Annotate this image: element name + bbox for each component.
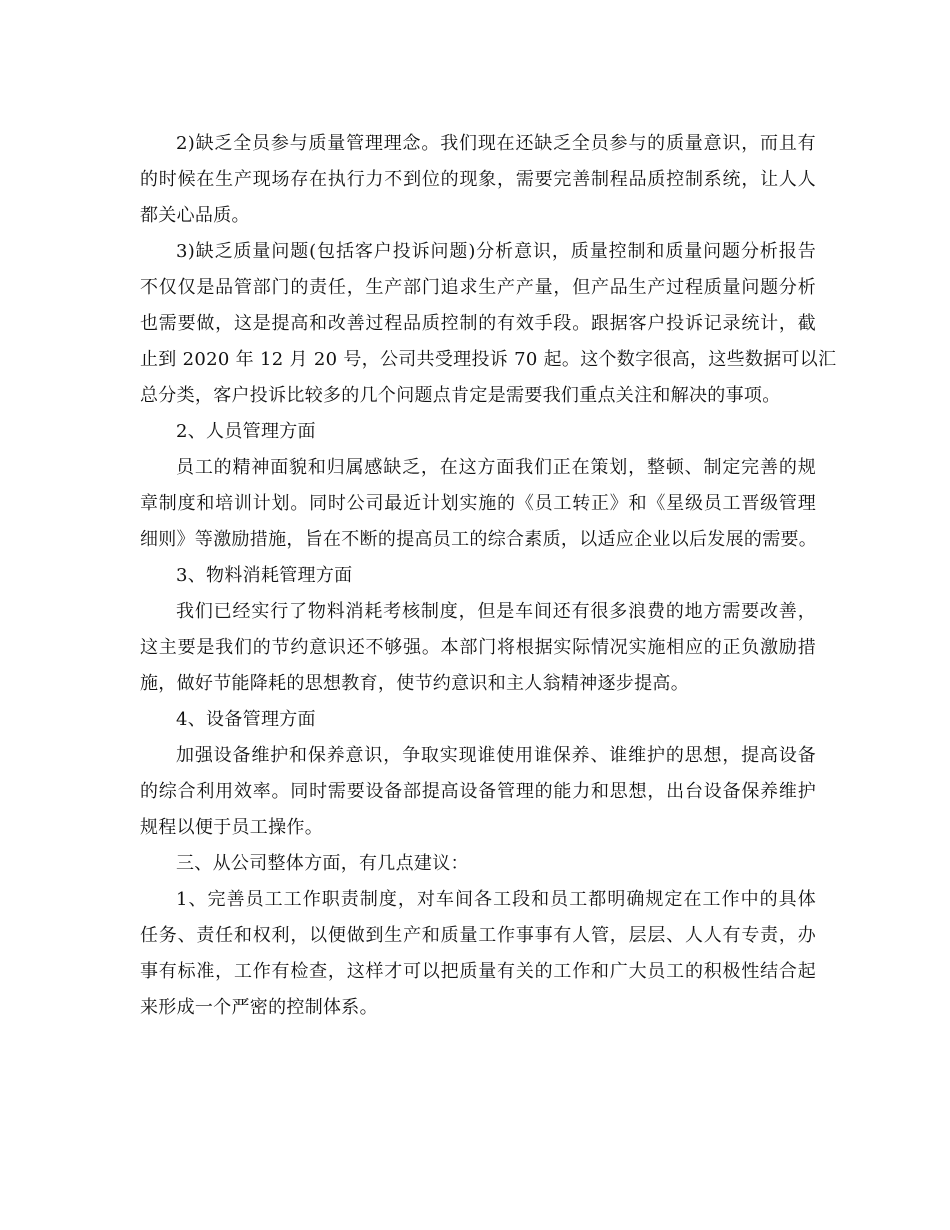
paragraph: [140, 450, 816, 558]
text-line: 不仅仅是品管部门的责任，生产部门追求生产产量，但产品生产过程质量问题分析: [140, 277, 816, 298]
paragraph: [140, 882, 816, 1026]
text-line: 的综合利用效率。同时需要设备部提高设备管理的能力和思想，出台设备保养维护: [140, 781, 816, 802]
section-heading: [140, 846, 816, 882]
text-line: 员工的精神面貌和归属感缺乏，在这方面我们正在策划，整顿、制定完善的规: [176, 457, 816, 478]
text-line: 3)缺乏质量问题(包括客户投诉问题)分析意识，质量控制和质量问题分析报告: [176, 241, 816, 262]
section-heading: [140, 702, 816, 738]
paragraph: [140, 126, 816, 234]
text-line: 加强设备维护和保养意识，争取实现谁使用谁保养、谁维护的思想，提高设备: [176, 745, 816, 766]
text-line: 来形成一个严密的控制体系。: [140, 997, 378, 1018]
text-line: 2、人员管理方面: [176, 421, 316, 442]
text-line: 我们已经实行了物料消耗考核制度，但是车间还有很多浪费的地方需要改善，: [176, 601, 816, 622]
text-line: 细则》等激励措施，旨在不断的提高员工的综合素质，以适应企业以后发展的需要。: [140, 529, 818, 550]
text-line: 施，做好节能降耗的思想教育，使节约意识和主人翁精神逐步提高。: [140, 673, 689, 694]
text-line: 都关心品质。: [140, 205, 250, 226]
paragraph: [140, 594, 816, 702]
text-line: 任务、责任和权利，以便做到生产和质量工作事事有人管，层层、人人有专责，办: [140, 925, 816, 946]
text-line: 3、物料消耗管理方面: [176, 565, 353, 586]
text-line: 4、设备管理方面: [176, 709, 316, 730]
text-line: 也需要做，这是提高和改善过程品质控制的有效手段。跟据客户投诉记录统计，截: [140, 313, 816, 334]
text-line: 止到 2020 年 12 月 20 号，公司共受理投诉 70 起。这个数字很高，这些数据可以汇: [140, 349, 837, 370]
text-line: 1、完善员工工作职责制度，对车间各工段和员工都明确规定在工作中的具体: [176, 889, 816, 910]
paragraph: [140, 234, 837, 414]
document-body: [140, 126, 837, 1026]
text-line: 事有标准，工作有检查，这样才可以把质量有关的工作和广大员工的积极性结合起: [140, 961, 816, 982]
section-heading: [140, 414, 816, 450]
text-line: 规程以便于员工操作。: [140, 817, 323, 838]
text-line: 总分类，客户投诉比较多的几个问题点肯定是需要我们重点关注和解决的事项。: [140, 385, 781, 406]
paragraph: [140, 738, 816, 846]
text-line: 这主要是我们的节约意识还不够强。本部门将根据实际情况实施相应的正负激励措: [140, 637, 816, 658]
text-line: 三、从公司整体方面，有几点建议：: [176, 853, 469, 874]
section-heading: [140, 558, 816, 594]
text-line: 的时候在生产现场存在执行力不到位的现象，需要完善制程品质控制系统，让人人: [140, 169, 816, 190]
text-line: 章制度和培训计划。同时公司最近计划实施的《员工转正》和《星级员工晋级管理: [140, 493, 816, 514]
text-line: 2)缺乏全员参与质量管理理念。我们现在还缺乏全员参与的质量意识，而且有: [176, 133, 816, 154]
